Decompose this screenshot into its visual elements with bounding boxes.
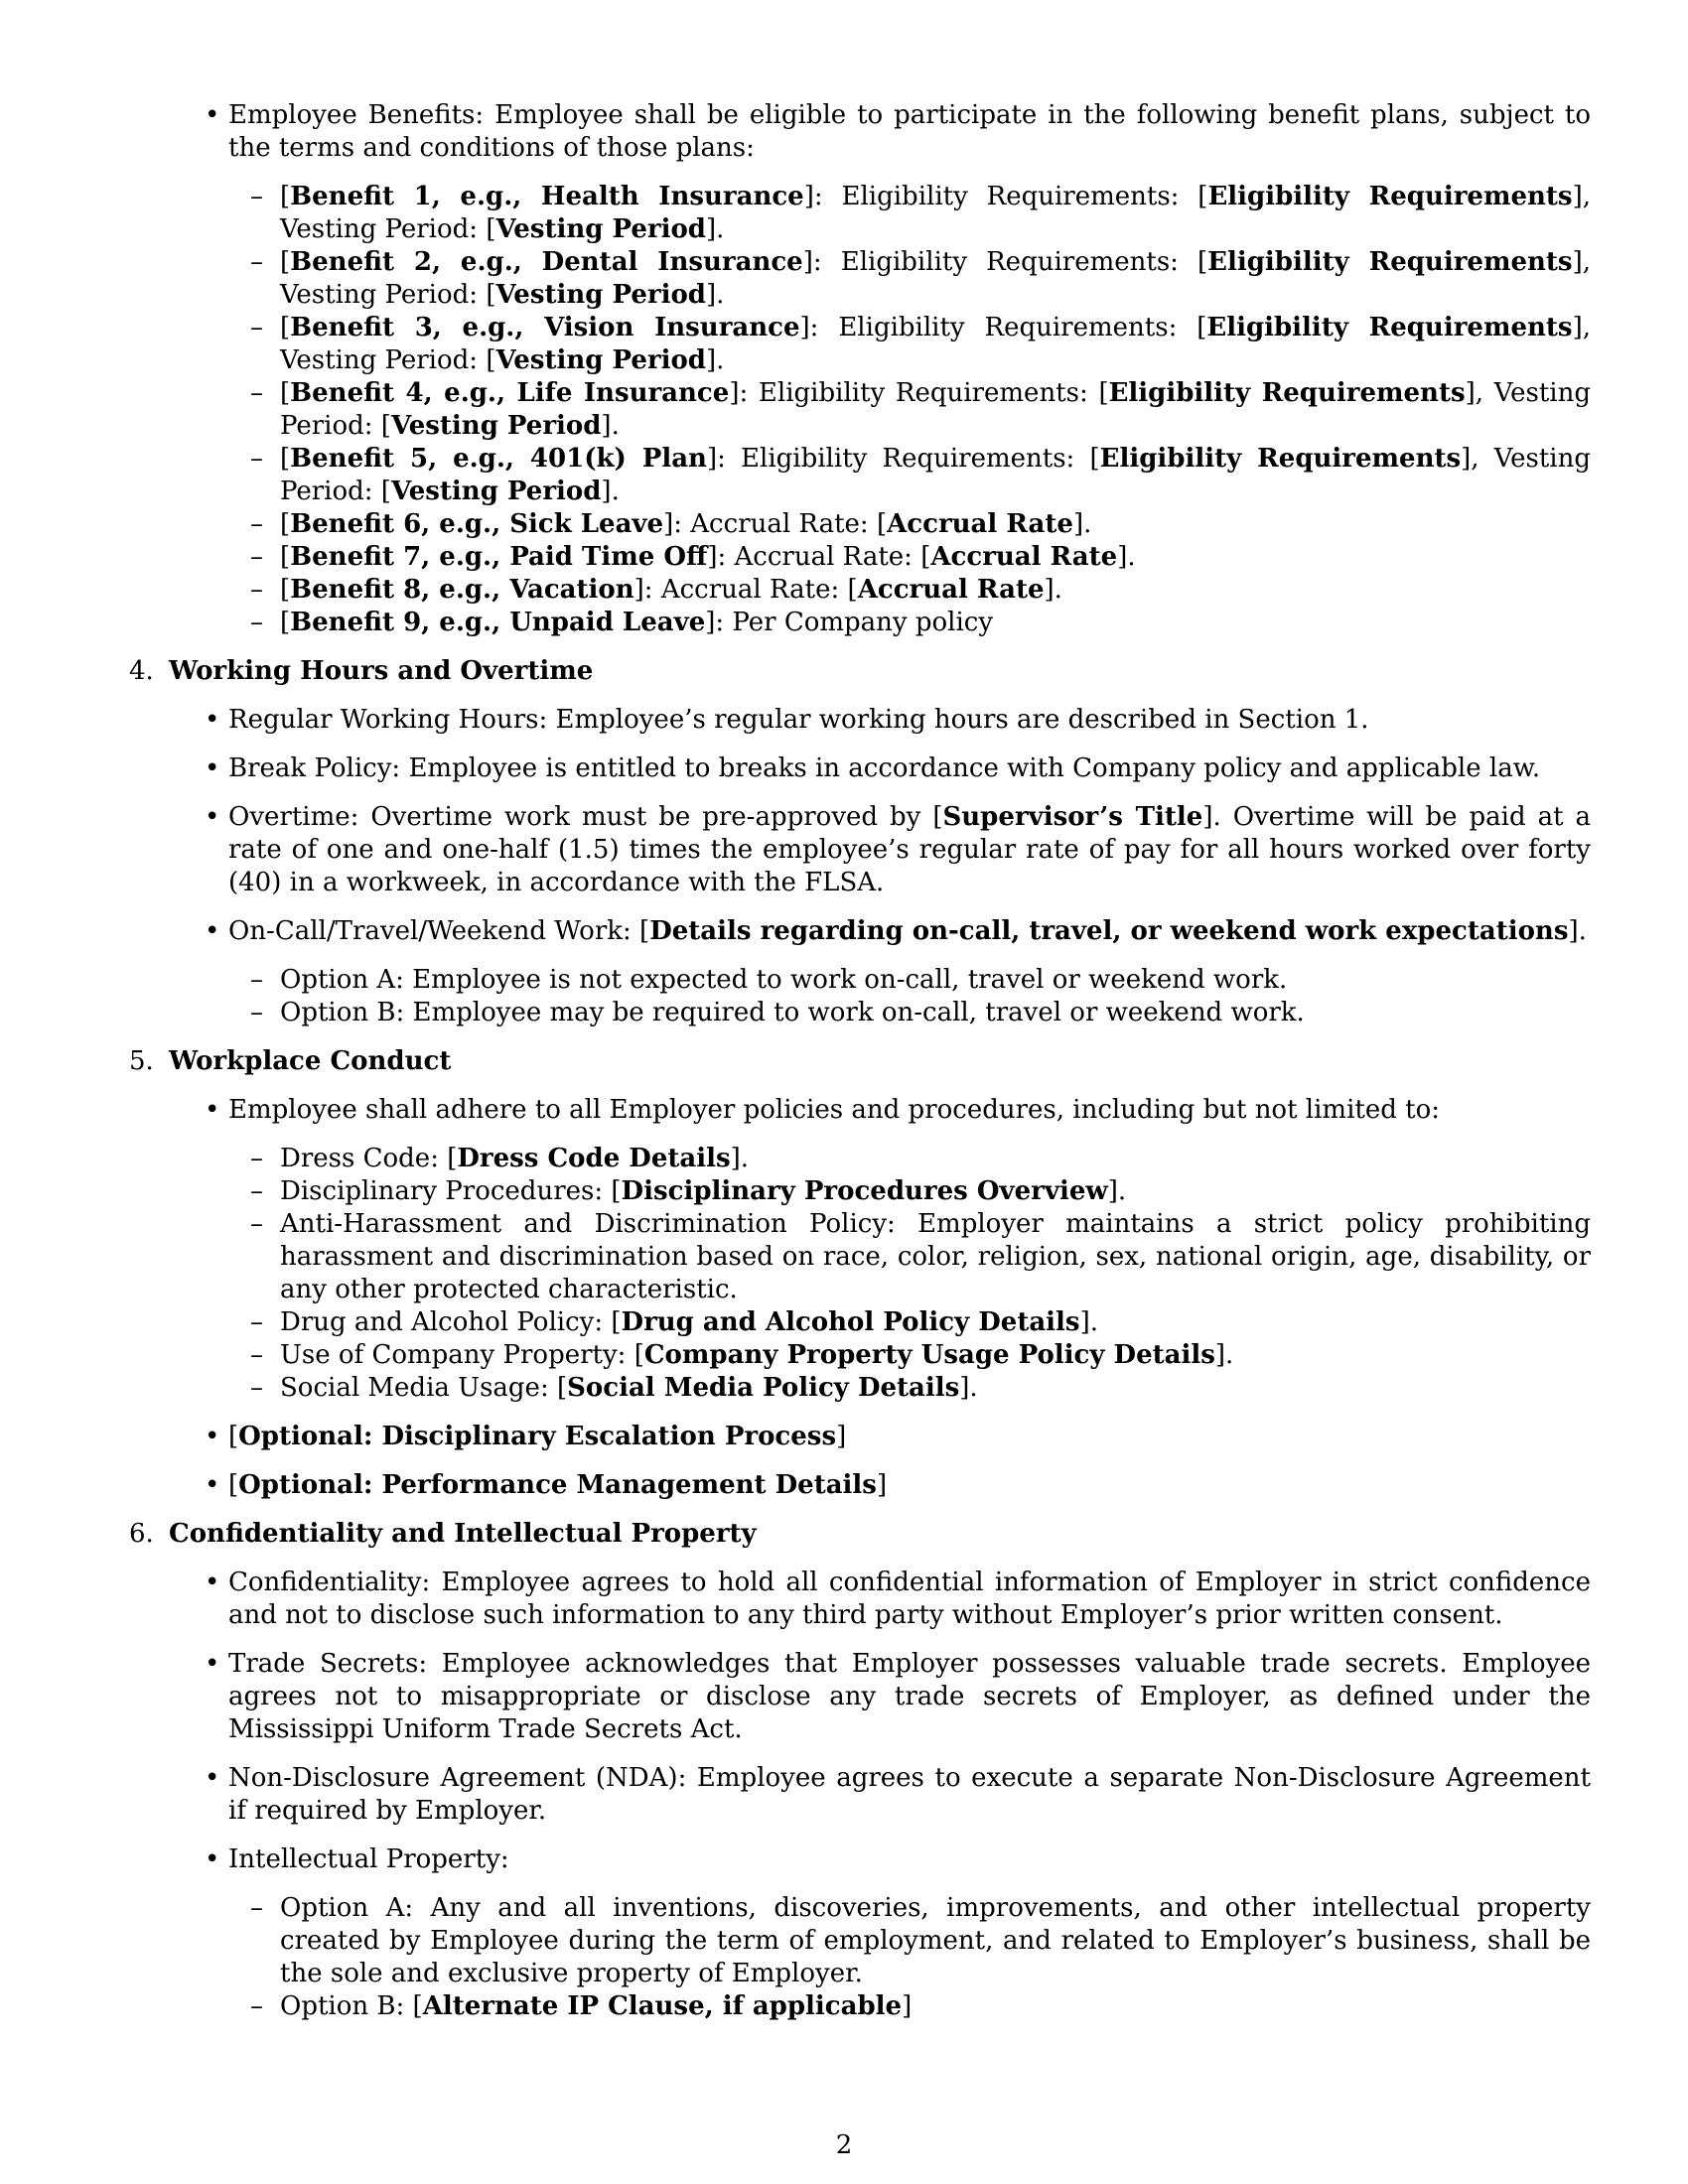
confidentiality-item xyxy=(205,1567,1591,1632)
bullet-glyph: • xyxy=(205,802,220,832)
benefit-value-1: Eligibility Requirements xyxy=(1207,182,1573,211)
benefit-value-1: Eligibility Requirements xyxy=(1099,444,1462,474)
ip-option-a-text: Option A: Any and all inventions, discoveries, improvements, and other intellectual property created by Employee during the term of employment, and related to Employer’s business, shall be the sole and exclusive property of Employer. xyxy=(280,1893,1591,1988)
dash-glyph: – xyxy=(250,965,263,995)
oncall-option-b xyxy=(250,997,1591,1029)
section-number: 6. xyxy=(129,1519,154,1549)
dash-glyph: – xyxy=(250,575,263,605)
section-6-heading xyxy=(129,1518,1591,1551)
drug-alcohol-item: – Drug and Alcohol Policy: [Drug and Alcohol Policy Details]. xyxy=(250,1307,1098,1337)
section-title: Workplace Conduct xyxy=(169,1046,452,1076)
bullet-glyph: • xyxy=(205,1422,220,1451)
dash-glyph: – xyxy=(250,608,263,637)
benefit-name: Benefit 2, e.g., Dental Insurance xyxy=(290,247,803,277)
social-media-label: Social Media Usage: xyxy=(280,1373,549,1403)
dash-glyph: – xyxy=(250,1893,263,1923)
trade-secrets-item xyxy=(205,1648,1591,1746)
benefit-name: Benefit 8, e.g., Vacation xyxy=(290,575,634,605)
benefit-name: Benefit 1, e.g., Health Insurance xyxy=(290,182,804,211)
benefit-value-1: Eligibility Requirements xyxy=(1108,378,1466,408)
overtime-item: • Overtime: Overtime work must be pre-approved by [Supervisor’s Title]. Overtime will be paid at a rate of one and one-half (1.5) times the employee’s regular rate of pay for all hours worked over forty (40) in a workweek, in accordance with the FLSA. xyxy=(205,802,1592,897)
benefit-value-1: Accrual Rate xyxy=(930,542,1118,572)
section-4-heading xyxy=(129,655,1591,688)
trade-secrets-text: Trade Secrets: Employee acknowledges that Employer possesses valuable trade secrets. Employee agrees not to misappropriate or disclose any trade secrets of Employer, as defined under the Mississippi Uniform Trade Secrets Act. xyxy=(228,1649,1591,1744)
benefit-term-1: Eligibility Requirements: xyxy=(741,444,1075,474)
benefit-name: Benefit 3, e.g., Vision Insurance xyxy=(290,313,800,342)
benefits-intro-text: Employee shall be eligible to participate in the following benefit plans, subject to the terms and conditions of those plans: xyxy=(228,100,1592,163)
dash-glyph: – xyxy=(250,509,263,539)
option-a-text: Option A: Employee is not expected to work on-call, travel or weekend work. xyxy=(280,965,1288,995)
dress-code-label: Dress Code: xyxy=(280,1144,439,1173)
confidentiality-text: Confidentiality: Employee agrees to hold all confidential information of Employer in strict confidence and not to disclose such information to any third party without Employer’s prior written consent. xyxy=(228,1568,1591,1630)
benefit-term-1: Eligibility Requirements: xyxy=(838,313,1178,342)
benefit-item: – [Benefit 1, e.g., Health Insurance]: Eligibility Requirements: [Eligibility Requirements], Vesting Period: [Vesting Period]. xyxy=(250,182,1591,244)
dash-glyph: – xyxy=(250,542,263,572)
bullet-glyph: • xyxy=(205,753,220,783)
benefit-term-1: Per Company policy xyxy=(732,608,994,637)
dress-code-placeholder: Dress Code Details xyxy=(457,1144,731,1173)
oncall-item: • On-Call/Travel/Weekend Work: [Details regarding on-call, travel, or weekend work expectations]. xyxy=(205,916,1587,946)
dash-glyph: – xyxy=(250,182,263,211)
benefit-item: – [Benefit 4, e.g., Life Insurance]: Eligibility Requirements: [Eligibility Requirements], Vesting Period: [Vesting Period]. xyxy=(250,378,1591,441)
benefit-name: Benefit 4, e.g., Life Insurance xyxy=(290,378,730,408)
benefit-name: Benefit 7, e.g., Paid Time Off xyxy=(290,542,708,572)
benefit-term-2: Vesting Period: xyxy=(280,378,1591,441)
section-title: Working Hours and Overtime xyxy=(169,656,594,686)
benefit-item: – [Benefit 2, e.g., Dental Insurance]: Eligibility Requirements: [Eligibility Requirements], Vesting Period: [Vesting Period]. xyxy=(250,247,1591,310)
social-media-placeholder: Social Media Policy Details xyxy=(567,1373,960,1403)
ip-label: Intellectual Property: xyxy=(228,1844,509,1874)
social-media-item: – Social Media Usage: [Social Media Policy Details]. xyxy=(250,1373,978,1403)
dash-glyph: – xyxy=(250,1340,263,1370)
benefit-term-2: Vesting Period: xyxy=(280,214,479,244)
dash-glyph: – xyxy=(250,444,263,474)
benefit-term-2: Vesting Period: xyxy=(280,345,479,375)
benefits-intro xyxy=(205,99,1592,165)
benefit-name: Benefit 9, e.g., Unpaid Leave xyxy=(290,608,706,637)
ip-item xyxy=(205,1843,1591,1876)
benefit-value-1: Eligibility Requirements xyxy=(1206,313,1573,342)
dash-glyph: – xyxy=(250,247,263,277)
drug-alcohol-placeholder: Drug and Alcohol Policy Details xyxy=(621,1307,1080,1337)
benefit-item: – [Benefit 9, e.g., Unpaid Leave]: Per Company policy xyxy=(250,608,994,637)
dash-glyph: – xyxy=(250,1307,263,1337)
conduct-intro-text: Employee shall adhere to all Employer policies and procedures, including but not limited to: xyxy=(228,1095,1441,1125)
benefit-name: Benefit 5, e.g., 401(k) Plan xyxy=(290,444,707,474)
dash-glyph: – xyxy=(250,998,263,1027)
break-policy-text: Break Policy: Employee is entitled to breaks in accordance with Company policy and applicable law. xyxy=(228,753,1541,783)
nda-text: Non-Disclosure Agreement (NDA): Employee agrees to execute a separate Non-Disclosure Agreement if required by Employer. xyxy=(228,1763,1591,1826)
benefit-value-2: Vesting Period xyxy=(495,214,706,244)
ip-option-b-label: Option B: xyxy=(280,1991,405,2021)
optional-performance-item: • [Optional: Performance Management Details] xyxy=(205,1470,888,1500)
dash-glyph: – xyxy=(250,1176,263,1206)
ip-option-a xyxy=(250,1892,1591,1990)
benefit-item: – [Benefit 5, e.g., 401(k) Plan]: Eligibility Requirements: [Eligibility Requirements], Vesting Period: [Vesting Period]. xyxy=(250,444,1591,506)
benefit-value-1: Eligibility Requirements xyxy=(1207,247,1573,277)
bullet-glyph: • xyxy=(205,1844,220,1874)
disciplinary-placeholder: Disciplinary Procedures Overview xyxy=(621,1176,1108,1206)
dash-glyph: – xyxy=(250,1373,263,1403)
company-property-placeholder: Company Property Usage Policy Details xyxy=(643,1340,1215,1370)
benefit-term-1: Eligibility Requirements: xyxy=(840,247,1179,277)
nda-item xyxy=(205,1762,1591,1828)
dash-glyph: – xyxy=(250,1209,263,1239)
benefit-value-2: Vesting Period xyxy=(390,411,602,441)
bullet-glyph: • xyxy=(205,1568,220,1597)
benefit-item: – [Benefit 7, e.g., Paid Time Off]: Accrual Rate: [Accrual Rate]. xyxy=(250,542,1136,572)
disciplinary-item: – Disciplinary Procedures: [Disciplinary Procedures Overview]. xyxy=(250,1176,1127,1206)
benefit-value-1: Accrual Rate xyxy=(857,575,1045,605)
benefit-term-1: Eligibility Requirements: xyxy=(758,378,1088,408)
bullet-glyph: • xyxy=(205,916,220,946)
conduct-intro-item xyxy=(205,1094,1591,1127)
benefit-name: Benefit 6, e.g., Sick Leave xyxy=(290,509,664,539)
oncall-placeholder: Details regarding on-call, travel, or weekend work expectations xyxy=(649,916,1569,946)
bullet-glyph: • xyxy=(205,705,220,735)
optional-escalation-text: Optional: Disciplinary Escalation Process xyxy=(238,1422,837,1451)
benefit-value-2: Vesting Period xyxy=(390,477,602,506)
benefit-term-1: Accrual Rate: xyxy=(690,509,869,539)
bullet-glyph: • xyxy=(205,1649,220,1679)
dash-glyph: – xyxy=(250,1991,263,2021)
benefit-item: – [Benefit 8, e.g., Vacation]: Accrual Rate: [Accrual Rate]. xyxy=(250,575,1062,605)
bullet-glyph: • xyxy=(205,1470,220,1500)
benefit-item: – [Benefit 6, e.g., Sick Leave]: Accrual Rate: [Accrual Rate]. xyxy=(250,509,1092,539)
benefits-intro-label: Employee Benefits: xyxy=(228,100,485,130)
ip-option-b: – Option B: [Alternate IP Clause, if applicable] xyxy=(250,1991,913,2021)
overtime-placeholder: Supervisor’s Title xyxy=(942,802,1203,832)
ip-option-b-placeholder: Alternate IP Clause, if applicable xyxy=(422,1991,903,2021)
benefit-value-1: Accrual Rate xyxy=(887,509,1073,539)
bullet-glyph: • xyxy=(205,1763,220,1793)
benefit-value-2: Vesting Period xyxy=(495,345,706,375)
benefit-term-1: Accrual Rate: xyxy=(660,575,840,605)
harassment-item xyxy=(250,1208,1591,1306)
dress-code-item: – Dress Code: [Dress Code Details]. xyxy=(250,1144,750,1173)
page-number: 2 xyxy=(835,2130,853,2160)
oncall-label: On-Call/Travel/Weekend Work: xyxy=(228,916,632,946)
dash-glyph: – xyxy=(250,1144,263,1173)
company-property-item: – Use of Company Property: [Company Property Usage Policy Details]. xyxy=(250,1340,1234,1370)
regular-hours-text: Regular Working Hours: Employee’s regular working hours are described in Section 1. xyxy=(228,705,1369,735)
benefit-list xyxy=(129,181,1591,639)
section-5-heading xyxy=(129,1045,1591,1078)
section-number: 4. xyxy=(129,656,154,686)
benefit-term-2: Vesting Period: xyxy=(280,444,1591,506)
page-body xyxy=(129,99,1591,2023)
dash-glyph: – xyxy=(250,378,263,408)
benefit-item: – [Benefit 3, e.g., Vision Insurance]: Eligibility Requirements: [Eligibility Requirements], Vesting Period: [Vesting Period]. xyxy=(250,313,1591,375)
benefit-term-1: Accrual Rate: xyxy=(734,542,913,572)
overtime-text-a: Overtime: Overtime work must be pre-approved by xyxy=(228,802,921,832)
section-number: 5. xyxy=(129,1046,154,1076)
benefit-term-1: Eligibility Requirements: xyxy=(841,182,1180,211)
benefit-term-2: Vesting Period: xyxy=(280,280,479,310)
section-title: Confidentiality and Intellectual Property xyxy=(169,1519,757,1549)
drug-alcohol-label: Drug and Alcohol Policy: xyxy=(280,1307,604,1337)
bullet-glyph: • xyxy=(205,100,220,130)
disciplinary-label: Disciplinary Procedures: xyxy=(280,1176,604,1206)
break-policy-item xyxy=(205,752,1591,785)
option-b-text: Option B: Employee may be required to work on-call, travel or weekend work. xyxy=(280,998,1305,1027)
benefit-value-2: Vesting Period xyxy=(495,280,706,310)
regular-hours-item xyxy=(205,704,1591,737)
harassment-text: Anti-Harassment and Discrimination Policy: Employer maintains a strict policy prohibiting harassment and discrimination based on race, color, religion, sex, national origin, age, disability, or any other protected characteristic. xyxy=(280,1209,1591,1304)
company-property-label: Use of Company Property: xyxy=(280,1340,627,1370)
optional-performance-text: Optional: Performance Management Details xyxy=(238,1470,877,1500)
bullet-glyph: • xyxy=(205,1095,220,1125)
optional-escalation-item: • [Optional: Disciplinary Escalation Process] xyxy=(205,1422,847,1451)
oncall-option-a xyxy=(250,964,1591,997)
dash-glyph: – xyxy=(250,313,263,342)
overtime-text-b: . Overtime will be paid at a rate of one and one-half (1.5) times the employee’s regular rate of pay for all hours worked over forty (40) in a workweek, in accordance with the FLSA. xyxy=(228,802,1592,897)
